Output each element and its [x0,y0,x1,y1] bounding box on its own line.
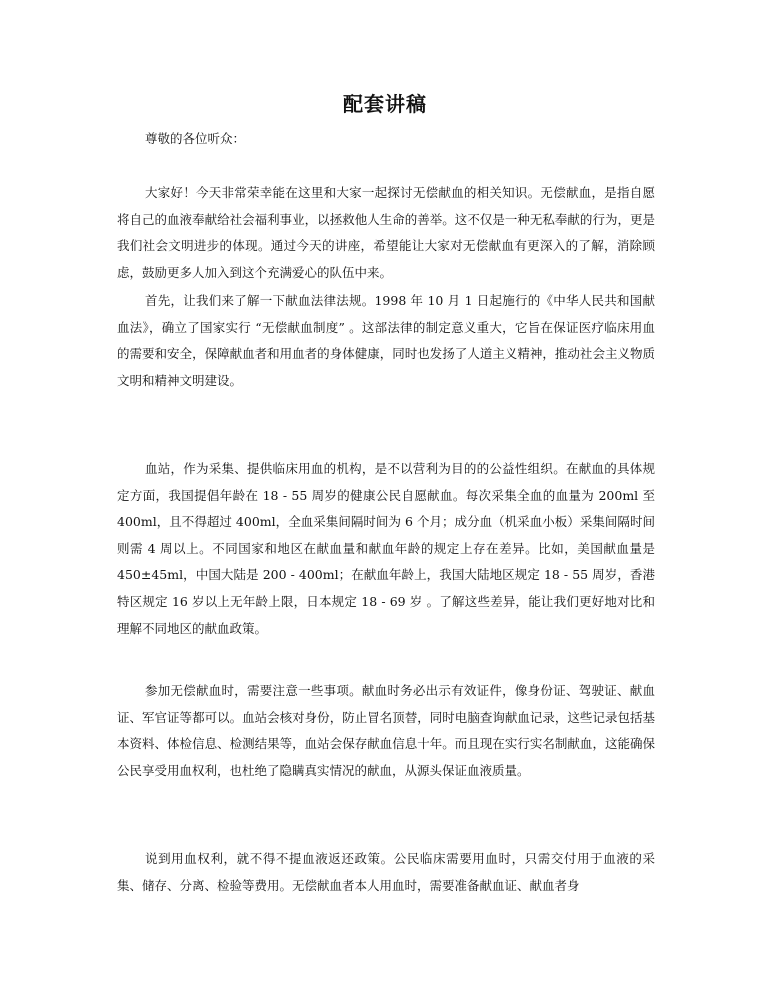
page-title: 配套讲稿 [343,92,427,116]
paragraph-intro: 大家好！今天非常荣幸能在这里和大家一起探讨无偿献血的相关知识。无偿献血，是指自愿将自己的血液奉献给社会福利事业，以拯救他人生命的善举。这不仅是一种无私奉献的行为，更是我们社会文明进步的体现。通过今天的讲座，希望能让大家对无偿献血有更深入的了解，消除顾虑，鼓励更多人加入到这个充满爱心的队伍中来。 [117,185,655,280]
paragraph-notes: 参加无偿献血时，需要注意一些事项。献血时务必出示有效证件，像身份证、驾驶证、献血证、军官证等都可以。血站会核对身份，防止冒名顶替，同时电脑查询献血记录，这些记录包括基本资料、体检信息、检测结果等，血站会保存献血信息十年。而且现在实行实名制献血，这能确保公民享受用血权利，也杜绝了隐瞒真实情况的献血，从源头保证血液质量。 [117,683,655,778]
salutation: 尊敬的各位听众： [145,131,246,146]
paragraph-law: 首先，让我们来了解一下献血法律法规。1998 年 10 月 1 日起施行的《中华人民共和国献血法》，确立了国家实行 “无偿献血制度” 。这部法律的制定意义重大，它旨在保证医疗临床用血的需要和安全，保障献血者和用血者的身体健康，同时也发扬了人道主义精神，推动社会主义物质文明和精神文明建设。 [117,293,655,388]
paragraph-return-policy: 说到用血权利，就不得不提血液返还政策。公民临床需要用血时，只需交付用于血液的采集、储存、分离、检验等费用。无偿献血者本人用血时，需要准备献血证、献血者身 [117,851,655,893]
paragraph-blood-station: 血站，作为采集、提供临床用血的机构，是不以营利为目的的公益性组织。在献血的具体规定方面，我国提倡年龄在 18 - 55 周岁的健康公民自愿献血。每次采集全血的血量为 200ml 至 400ml，且不得超过 400ml，全血采集间隔时间为 6 个月；成分血（机采血小板）采集间隔时间则需 4 周以上。不同国家和地区在献血量和献血年龄的规定上存在差异。比如，美国献血量是 450±45ml，中国大陆是 200 - 400ml；在献血年龄上，我国大陆地区规定 18 - 55 周岁，香港特区规定 16 岁以上无年龄上限，日本规定 18 - 69 岁 。了解这些差异，能让我们更好地对比和理解不同地区的献血政策。 [117,461,655,636]
